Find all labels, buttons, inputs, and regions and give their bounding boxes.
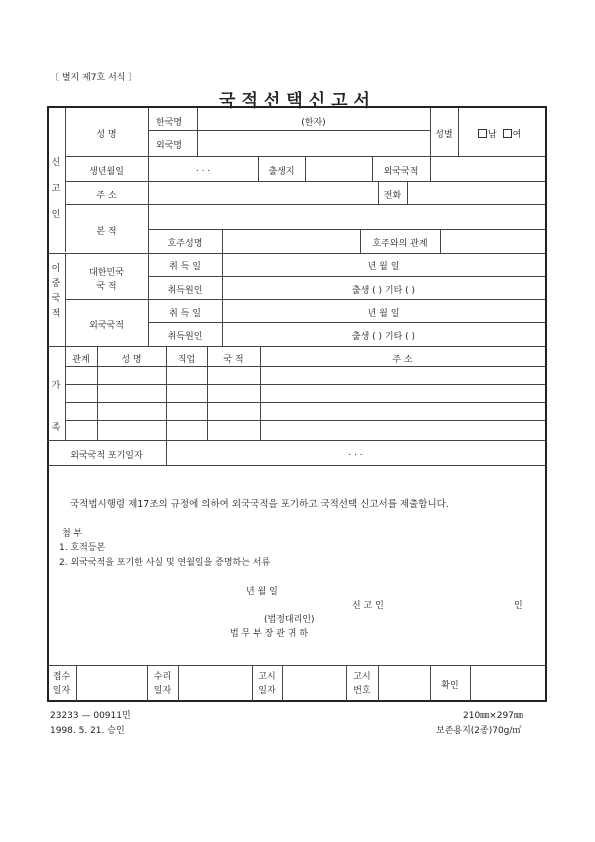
domicile-label: 본 적	[96, 227, 117, 237]
applicant-section-label: 신고인	[51, 158, 61, 220]
male-checkbox[interactable]	[478, 129, 487, 138]
gender-options[interactable]: 남 여	[478, 127, 521, 140]
relation-to-head-label: 호주와의 관계	[372, 239, 428, 249]
family-header-job: 직업	[177, 355, 196, 365]
confirm-label: 확인	[441, 681, 459, 691]
kr-acq-date-value[interactable]: 년 월 일	[367, 262, 400, 272]
family-header-relation: 관계	[72, 355, 90, 365]
footer-code: 23233 — 00911민	[50, 711, 131, 721]
fr-acq-reason-label: 취득원인	[167, 332, 203, 342]
accept-date-label: 수리 일자	[153, 672, 172, 696]
kr-acq-reason-value[interactable]: 출생 ( ) 기타 ( )	[351, 286, 416, 296]
kr-acq-date-label: 취 득 일	[169, 262, 201, 272]
female-checkbox[interactable]	[503, 129, 512, 138]
family-section-label: 가족	[51, 381, 61, 433]
birthplace-label: 출생지	[268, 167, 295, 177]
korea-label-2: 국 적	[96, 282, 117, 292]
fr-acq-reason-value[interactable]: 출생 ( ) 기타 ( )	[351, 332, 416, 342]
foreign-dual-label: 외국국적	[89, 321, 124, 331]
foreign-name-label: 외국명	[156, 141, 183, 151]
receipt-date-label: 접수 일자	[52, 672, 71, 696]
notice-date-label: 고시 일자	[258, 672, 276, 696]
seal-mark: 인	[514, 601, 523, 611]
footer-size: 210㎜×297㎜	[463, 711, 523, 721]
attachment-item-2: 2. 외국국적을 포기한 사실 및 연월일을 증명하는 서류	[59, 558, 271, 568]
name-label: 성 명	[96, 130, 117, 140]
recipient-label: 법 무 부 장 관 귀 하	[230, 629, 309, 639]
korea-label-1: 대한민국	[89, 268, 124, 278]
footer-approval: 1998. 5. 21. 승인	[50, 726, 125, 736]
gender-label: 성별	[435, 130, 453, 140]
family-header-nationality: 국 적	[223, 355, 244, 365]
form-title: 국적선택신고서	[219, 91, 376, 111]
signature-date[interactable]: 년 월 일	[246, 587, 278, 597]
family-header-address: 주 소	[392, 355, 413, 365]
fr-acq-date-value[interactable]: 년 월 일	[367, 309, 400, 319]
statement-text: 국적법시행령 제17조의 규정에 의하여 외국국적을 포기하고 국적선택 신고서를 제출합니다.	[70, 499, 449, 510]
form-code: 〔 별지 제7호 서식 〕	[50, 73, 138, 83]
kr-acq-reason-label: 취득원인	[167, 286, 203, 296]
fr-acq-date-label: 취 득 일	[169, 309, 201, 319]
address-label: 주 소	[96, 191, 117, 201]
notice-number-label: 고시 번호	[353, 672, 371, 696]
phone-label: 전화	[383, 191, 402, 201]
household-head-label: 호주성명	[167, 239, 203, 249]
dual-section-label: 이중국적	[51, 264, 61, 319]
birthdate-label: 생년월일	[89, 167, 124, 177]
legal-guardian-label: (법정대리인)	[264, 615, 315, 625]
foreign-nationality-label: 외국국적	[383, 167, 419, 177]
renounce-date-label: 외국국적 포기일자	[70, 451, 143, 461]
footer-paper: 보존용지(2종)70g/㎡	[436, 726, 522, 736]
renounce-date-value[interactable]: . . .	[348, 448, 363, 458]
hanja-label: (한자)	[301, 118, 326, 128]
attachment-item-1: 1. 호적등본	[59, 543, 106, 553]
korean-name-label: 한국명	[156, 118, 183, 128]
attachments-heading: 첨 부	[62, 529, 83, 539]
family-header-name: 성 명	[121, 355, 142, 365]
birthdate-value[interactable]: . . .	[195, 164, 211, 174]
signature-applicant: 신 고 인	[352, 601, 384, 611]
